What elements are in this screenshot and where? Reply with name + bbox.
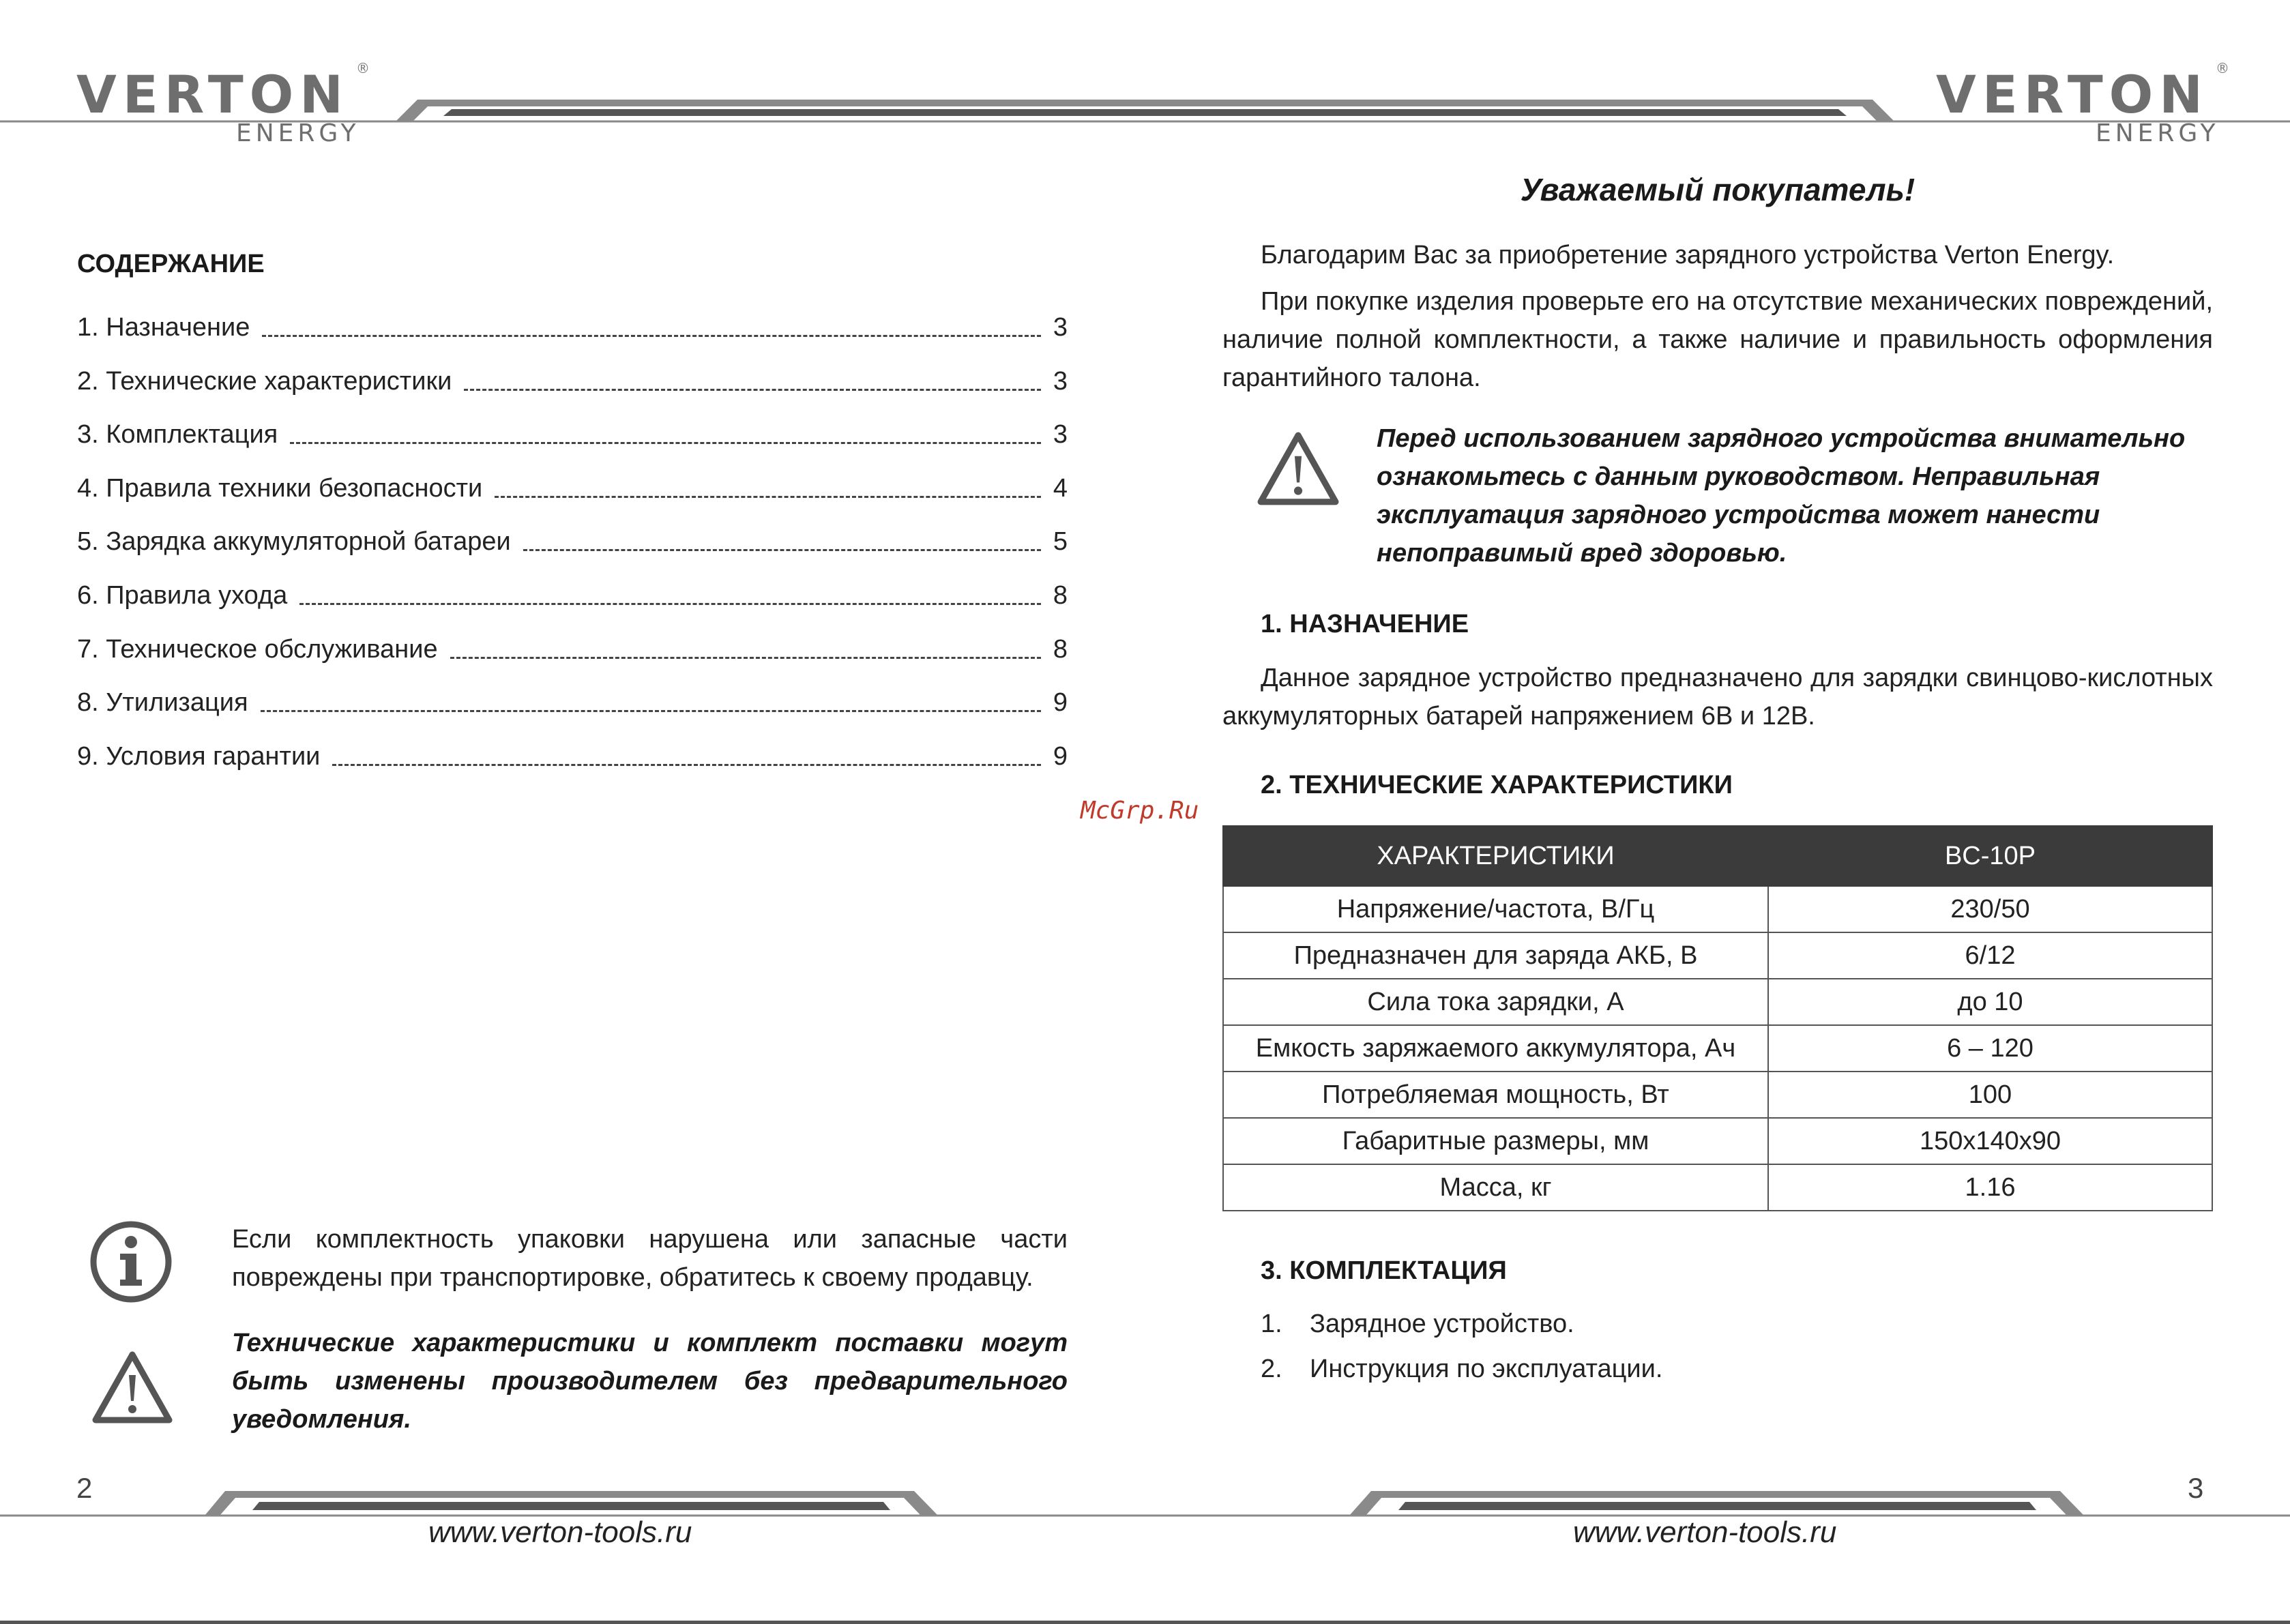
footer-url-right[interactable]: www.verton-tools.ru xyxy=(1573,1516,1837,1549)
section-1-text: Данное зарядное устройство предназначено для зарядки свинцово-кислотных аккумуляторных батарей напряжением 6В и 12В. xyxy=(1222,664,2213,730)
warning-note-left: Технические характеристики и комплект поставки могут быть изменены производителем без предварительного уведомления. xyxy=(232,1329,1068,1434)
warning-icon xyxy=(1255,430,1341,507)
info-icon xyxy=(89,1220,173,1304)
warning-icon xyxy=(90,1349,175,1426)
section-1-title: 1. НАЗНАЧЕНИЕ xyxy=(1261,610,1469,638)
toc-item[interactable]: 3. Комплектация 3 xyxy=(77,420,1068,449)
footer-decor xyxy=(0,1480,2290,1535)
table-row: Напряжение/частота, В/Гц 230/50 xyxy=(1223,886,2212,932)
toc-item[interactable]: 9. Условия гарантии 9 xyxy=(77,742,1068,771)
safety-warning: Перед использованием зарядного устройства внимательно ознакомьтесь с данным руководством. Неправильная эксплуатация зарядного устройства может нанести непоправимый вред здоровью. xyxy=(1377,424,2186,567)
table-row: Потребляемая мощность, Вт 100 xyxy=(1223,1072,2212,1118)
spec-header-model: BC-10P xyxy=(1768,826,2212,886)
toc-item[interactable]: 2. Технические характеристики 3 xyxy=(77,367,1068,396)
brand-sub-right: ENERGY xyxy=(2096,119,2220,147)
intro-paragraph-1: Благодарим Вас за приобретение зарядного устройства Verton Energy. xyxy=(1261,241,2115,269)
brand-sub-left: ENERGY xyxy=(236,119,360,147)
toc-item[interactable]: 4. Правила техники безопасности 4 xyxy=(77,474,1068,503)
toc-item[interactable]: 1. Назначение 3 xyxy=(77,313,1068,342)
section-2-title: 2. ТЕХНИЧЕСКИЕ ХАРАКТЕРИСТИКИ xyxy=(1261,771,1733,799)
footer-url-left[interactable]: www.verton-tools.ru xyxy=(428,1516,692,1549)
brand-logo-left: VERTON xyxy=(76,64,349,125)
table-row: Масса, кг 1.16 xyxy=(1223,1164,2212,1211)
toc-item[interactable]: 8. Утилизация 9 xyxy=(77,688,1068,717)
table-row: Предназначен для заряда АКБ, В 6/12 xyxy=(1223,932,2212,979)
brand-logo-right: VERTON xyxy=(1936,64,2209,125)
spec-table xyxy=(1222,825,2213,1211)
registered-mark-right: ® xyxy=(2216,60,2229,76)
bottom-edge xyxy=(0,1621,2290,1624)
toc-item[interactable]: 6. Правила ухода 8 xyxy=(77,581,1068,610)
section-3-title: 3. КОМПЛЕКТАЦИЯ xyxy=(1261,1256,1507,1285)
toc-item[interactable]: 7. Техническое обслуживание 8 xyxy=(77,635,1068,664)
info-note: Если комплектность упаковки нарушена или запасные части повреждены при транспортировке, обратитесь к своему продавцу. xyxy=(232,1225,1068,1292)
page-number-left: 2 xyxy=(76,1472,93,1504)
spec-header-name: ХАРАКТЕРИСТИКИ xyxy=(1223,826,1768,886)
table-row: Габаритные размеры, мм 150x140x90 xyxy=(1223,1118,2212,1164)
table-row: Емкость заряжаемого аккумулятора, Ач 6 – 120 xyxy=(1223,1025,2212,1072)
intro-paragraph-2: При покупке изделия проверьте его на отсутствие механических повреждений, наличие полной комплектности, а также наличие и правильность оформления гарантийного талона. xyxy=(1222,287,2213,392)
registered-mark-left: ® xyxy=(356,60,370,76)
greeting-title: Уважаемый покупатель! xyxy=(1520,172,1915,207)
watermark: McGrp.Ru xyxy=(1081,797,1199,825)
toc-item[interactable]: 5. Зарядка аккумуляторной батареи 5 xyxy=(77,527,1068,556)
toc-title: СОДЕРЖАНИЕ xyxy=(77,250,265,278)
page-number-right: 3 xyxy=(2188,1472,2204,1504)
table-row: Сила тока зарядки, А до 10 xyxy=(1223,979,2212,1025)
list-item: 2. Инструкция по эксплуатации. xyxy=(1261,1355,1663,1383)
list-item: 1. Зарядное устройство. xyxy=(1261,1310,1574,1338)
